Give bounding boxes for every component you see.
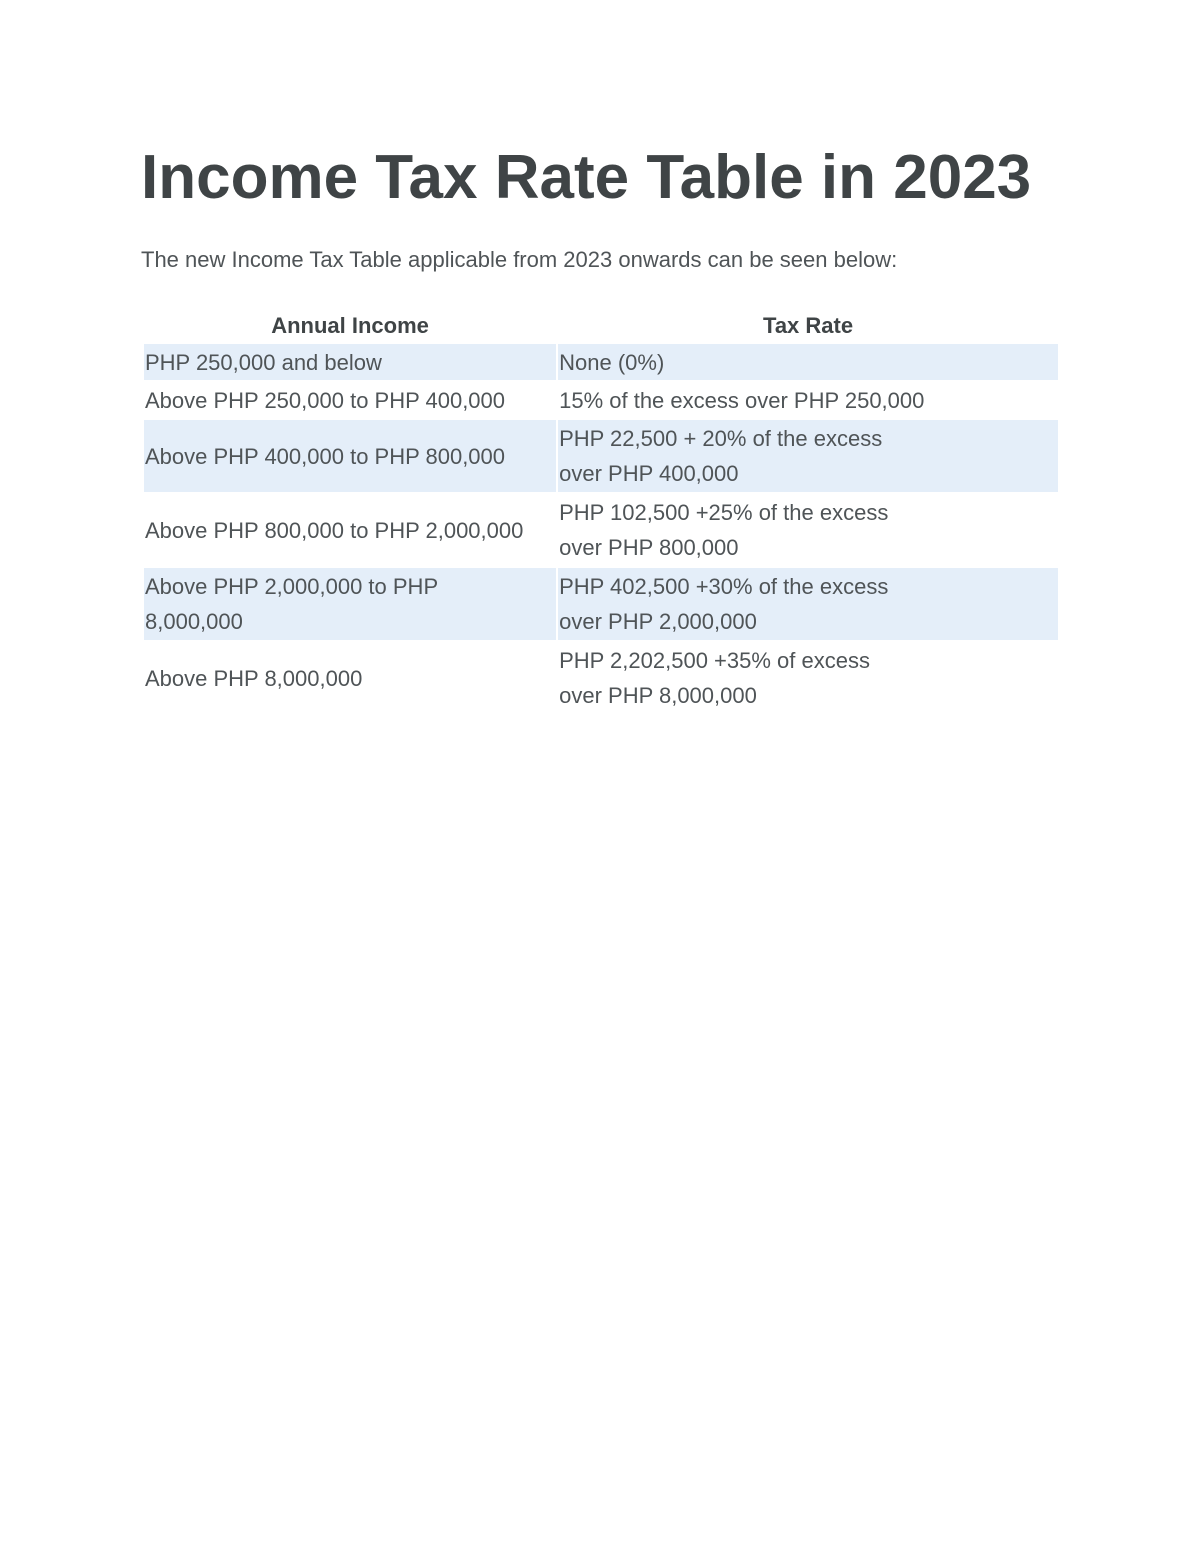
income-cell: [144, 642, 556, 714]
table-row: [144, 568, 1058, 640]
income-tax-table: [142, 308, 1060, 716]
table-row: [144, 420, 1058, 492]
rate-text-line-1: PHP 22,500 + 20% of the excess: [559, 426, 883, 451]
intro-paragraph: The new Income Tax Table applicable from 2023 onwards can be seen below:: [141, 247, 898, 272]
header-tax-rate: Tax Rate: [763, 313, 854, 338]
rate-text-line-2: over PHP 400,000: [559, 461, 739, 486]
table-row: [144, 642, 1058, 714]
income-text: Above PHP 8,000,000: [145, 665, 363, 691]
rate-text-line-2: over PHP 800,000: [559, 535, 739, 560]
rate-cell: [558, 568, 1058, 640]
rate-cell: [558, 420, 1058, 492]
income-cell: [144, 344, 556, 380]
table-row: [144, 382, 1058, 418]
income-cell: [144, 420, 556, 492]
rate-text-line-2: over PHP 8,000,000: [559, 683, 757, 708]
rate-cell: [558, 344, 1058, 380]
page-title: Income Tax Rate Table in 2023: [141, 143, 1032, 212]
rate-text-line-1: PHP 402,500 +30% of the excess: [559, 574, 889, 599]
income-cell: [144, 382, 556, 418]
rate-text-line-2: over PHP 2,000,000: [559, 609, 757, 634]
income-cell: [144, 568, 556, 640]
income-text-line-1: Above PHP 2,000,000 to PHP: [145, 574, 439, 599]
income-text: Above PHP 250,000 to PHP 400,000: [145, 387, 506, 413]
income-text: PHP 250,000 and below: [145, 349, 382, 375]
rate-cell: [558, 494, 1058, 566]
rate-text: 15% of the excess over PHP 250,000: [559, 387, 925, 413]
rate-text-line-1: PHP 2,202,500 +35% of excess: [559, 648, 870, 673]
income-text-line-2: 8,000,000: [145, 609, 243, 634]
table-header-row: [144, 310, 1058, 342]
rate-text-line-1: PHP 102,500 +25% of the excess: [559, 500, 889, 525]
income-cell: [144, 494, 556, 566]
table-row: [144, 494, 1058, 566]
rate-cell: [558, 642, 1058, 714]
income-text: Above PHP 800,000 to PHP 2,000,000: [145, 517, 524, 543]
income-text: Above PHP 400,000 to PHP 800,000: [145, 443, 506, 469]
rate-cell: [558, 382, 1058, 418]
header-annual-income: Annual Income: [271, 313, 429, 338]
rate-text: None (0%): [559, 349, 665, 375]
table-row: [144, 344, 1058, 380]
